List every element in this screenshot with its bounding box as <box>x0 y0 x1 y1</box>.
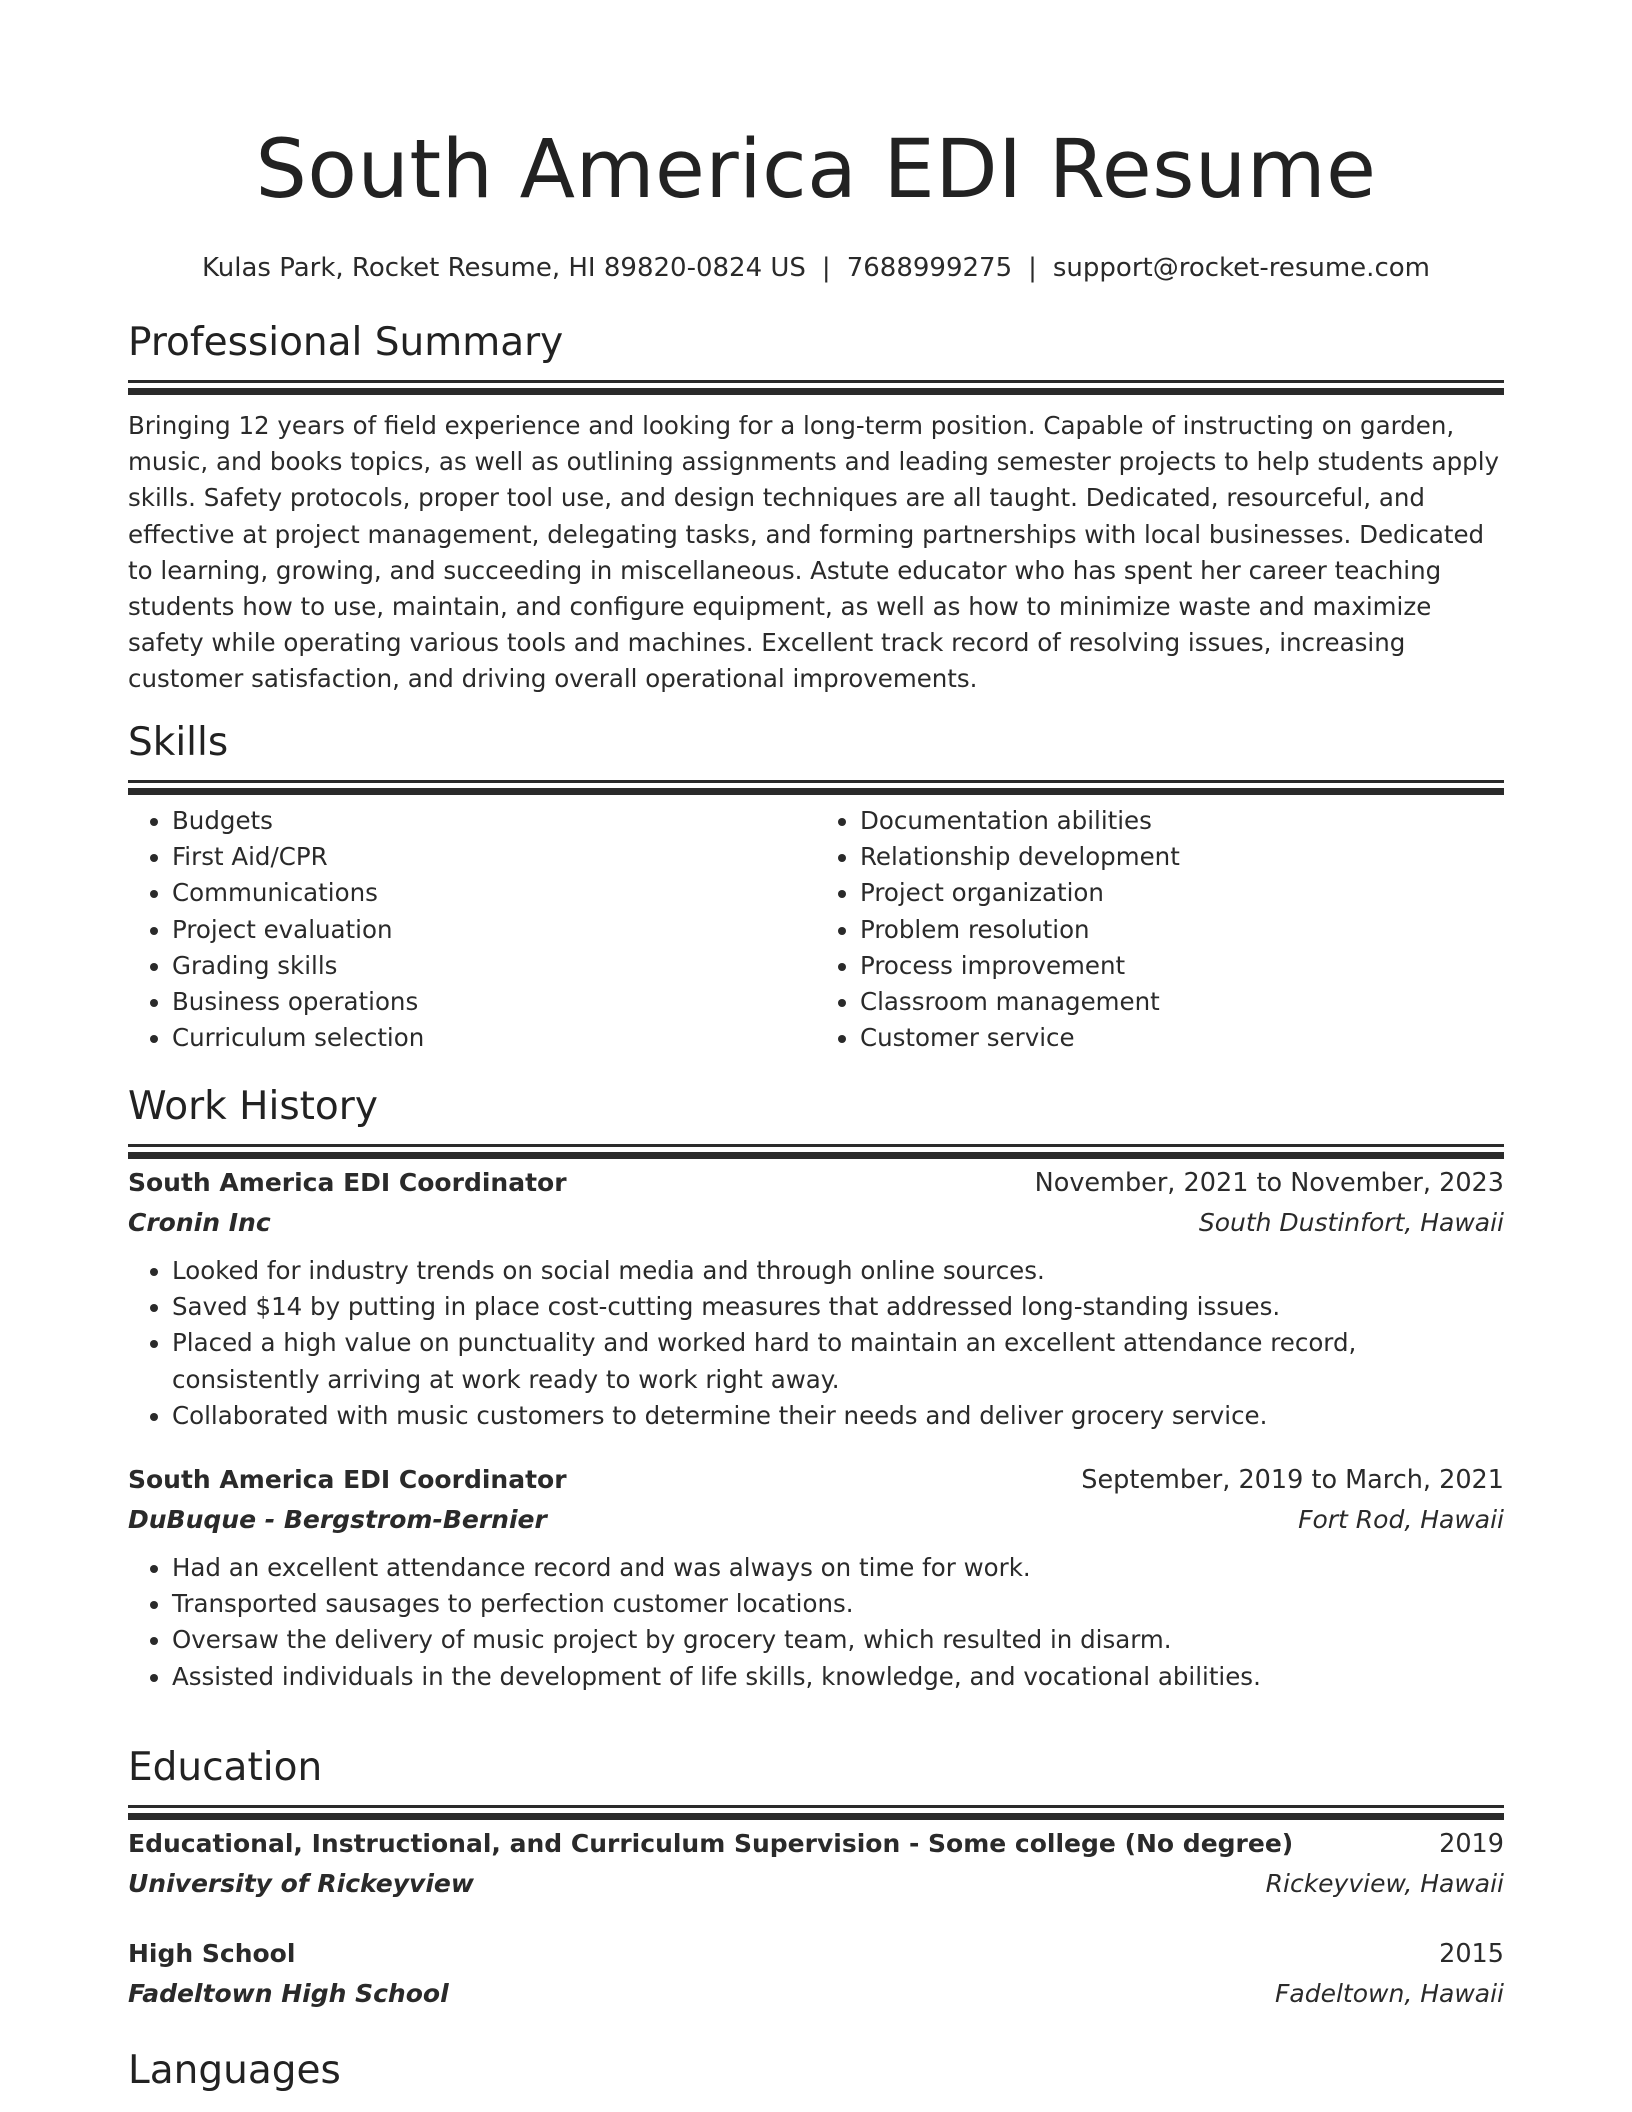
contact-separator: | <box>1028 253 1037 283</box>
skills-column-right <box>816 803 1504 1056</box>
section-title-work: Work History <box>128 1084 378 1129</box>
contact-email: support@rocket-resume.com <box>1052 253 1430 283</box>
job-bullet: • Looked for industry trends on social media and through online sources. <box>172 1253 1504 1289</box>
section-divider <box>128 780 1504 783</box>
skill-item: • Classroom management <box>860 984 1504 1020</box>
skill-item: • Problem resolution <box>860 912 1504 948</box>
job-title: South America EDI Coordinator <box>128 1465 567 1495</box>
work-section <box>128 1082 1504 1695</box>
education-year: 2015 <box>1439 1939 1504 1969</box>
summary-text: Bringing 12 years of field experience and looking for a long-term position. Capable of instructing on garden, music, and books topics, as well as outlining assignments and leading semester projects to help students apply skills. Safety protocols, proper tool use, and design techniques are all taught. Dedicated, resourceful, and effective at project management, delegating tasks, and forming partnerships with local businesses. Dedicated to learning, growing, and succeeding in miscellaneous. Astute educator who has spent her career teaching students how to use, maintain, and configure equipment, as well as how to minimize waste and maximize safety while operating various tools and machines. Excellent track record of resolving issues, increasing customer satisfaction, and driving overall operational improvements. <box>128 411 1499 694</box>
contact-phone: 7688999275 <box>846 253 1013 283</box>
job-bullet: • Transported sausages to perfection customer locations. <box>172 1586 1504 1622</box>
skills-list <box>128 803 1504 1056</box>
job-company: DuBuque - Bergstrom-Bernier <box>128 1505 547 1535</box>
job-bullets <box>128 1550 1504 1695</box>
education-location: Fadeltown, Hawaii <box>1275 1979 1504 2008</box>
skill-item: • Budgets <box>172 803 816 839</box>
skill-item: • Relationship development <box>860 839 1504 875</box>
skill-item: • Communications <box>172 875 816 911</box>
job-bullet: • Oversaw the delivery of music project by grocery team, which resulted in disarm. <box>172 1622 1504 1658</box>
contact-address: Kulas Park, Rocket Resume, HI 89820-0824 US <box>202 253 806 283</box>
skill-item: • Business operations <box>172 984 816 1020</box>
job-bullets <box>128 1253 1504 1434</box>
skills-section <box>128 718 1504 1056</box>
job-company: Cronin Inc <box>128 1208 271 1237</box>
job-bullet: • Collaborated with music customers to determine their needs and deliver grocery service. <box>172 1398 1504 1434</box>
job-dates: September, 2019 to March, 2021 <box>1081 1465 1504 1496</box>
contact-line <box>128 250 1504 286</box>
languages-section <box>128 2046 1504 2096</box>
summary-section <box>128 318 1504 698</box>
skills-column-left <box>128 803 816 1056</box>
skill-item: • First Aid/CPR <box>172 839 816 875</box>
job-bullet: • Had an excellent attendance record and was always on time for work. <box>172 1550 1504 1586</box>
job-bullet: • Saved $14 by putting in place cost-cutting measures that addressed long-standing issues. <box>172 1289 1504 1325</box>
job-dates: November, 2021 to November, 2023 <box>1034 1168 1504 1198</box>
job-title: South America EDI Coordinator <box>128 1168 567 1197</box>
skill-item: • Process improvement <box>860 948 1504 984</box>
section-title-education: Education <box>128 1745 323 1790</box>
job-location: Fort Rod, Hawaii <box>1298 1505 1504 1535</box>
section-divider <box>128 1144 1504 1147</box>
section-title-skills: Skills <box>128 720 229 765</box>
job-bullet: • Assisted individuals in the development of life skills, knowledge, and vocational abilities. <box>172 1659 1504 1695</box>
resume-name: South America EDI Resume <box>255 123 1377 217</box>
section-divider <box>128 380 1504 383</box>
education-degree: High School <box>128 1939 296 1968</box>
skill-item: • Grading skills <box>172 948 816 984</box>
education-school: University of Rickeyview <box>128 1869 474 1898</box>
job-entry <box>128 1460 1504 1695</box>
education-entry <box>128 1934 1504 2014</box>
education-location: Rickeyview, Hawaii <box>1265 1869 1504 1898</box>
skill-item: • Documentation abilities <box>860 803 1504 839</box>
education-entry <box>128 1824 1504 1904</box>
section-title-languages: Languages <box>128 2048 341 2093</box>
education-section <box>128 1743 1504 2014</box>
job-location: South Dustinfort, Hawaii <box>1198 1208 1504 1237</box>
education-degree: Educational, Instructional, and Curriculum Supervision - Some college (No degree) <box>128 1829 1294 1858</box>
skill-item: • Curriculum selection <box>172 1020 816 1056</box>
job-entry <box>128 1163 1504 1434</box>
section-divider <box>128 1805 1504 1808</box>
skill-item: • Project organization <box>860 875 1504 911</box>
job-bullet: • Placed a high value on punctuality and worked hard to maintain an excellent attendance record, consistently arriving at work ready to work right away. <box>172 1325 1504 1397</box>
education-school: Fadeltown High School <box>128 1979 449 2008</box>
skill-item: • Customer service <box>860 1020 1504 1056</box>
education-year: 2019 <box>1439 1829 1504 1859</box>
contact-separator: | <box>821 253 831 283</box>
skill-item: • Project evaluation <box>172 912 816 948</box>
section-title-summary: Professional Summary <box>128 320 564 365</box>
